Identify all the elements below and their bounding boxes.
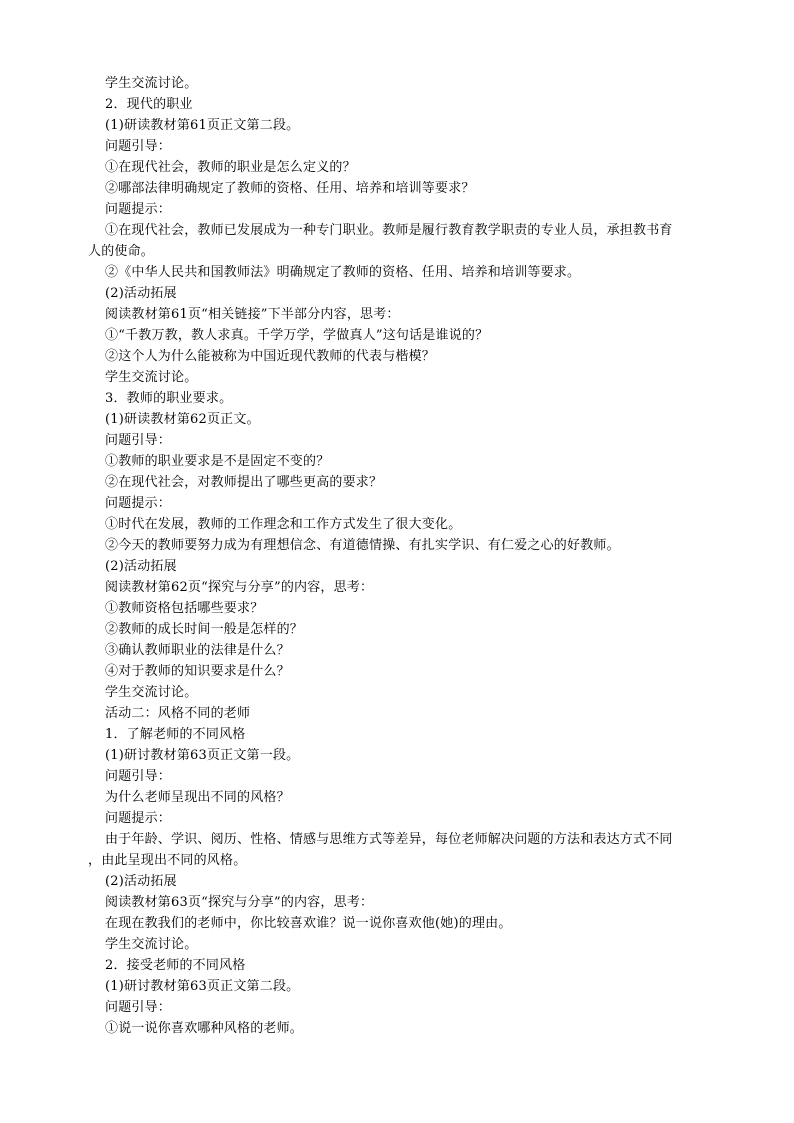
- text-line: ②在现代社会，对教师提出了哪些更高的要求？: [105, 475, 383, 490]
- text-line: 学生交流讨论。: [105, 76, 198, 91]
- text-line: ①时代在发展，教师的工作理念和工作方式发生了很大变化。: [105, 517, 462, 532]
- text-line: (2)活动拓展: [105, 559, 177, 574]
- text-line: 学生交流讨论。: [105, 370, 198, 385]
- text-line: 在现在教我们的老师中，你比较喜欢谁？说一说你喜欢他(她)的理由。: [105, 916, 512, 931]
- text-line: ②这个人为什么能被称为中国近现代教师的代表与楷模？: [105, 349, 436, 364]
- document-body: [88, 73, 710, 1039]
- text-line: ①教师资格包括哪些要求？: [105, 601, 264, 616]
- text-line: 阅读教材第63页“探究与分享”的内容，思考：: [105, 895, 374, 910]
- text-line: 阅读教材第61页“相关链接”下半部分内容，思考：: [105, 307, 400, 322]
- text-line: 学生交流讨论。: [105, 937, 198, 952]
- text-line: 问题引导：: [105, 433, 172, 448]
- text-line: 活动二：风格不同的老师: [105, 706, 251, 721]
- text-line: (2)活动拓展: [105, 286, 177, 301]
- text-line: ①教师的职业要求是不是固定不变的？: [105, 454, 330, 469]
- text-line: (1)研读教材第62页正文。: [105, 412, 260, 427]
- text-line: ②哪部法律明确规定了教师的资格、任用、培养和培训等要求？: [105, 181, 475, 196]
- text-line: 2．接受老师的不同风格: [105, 958, 246, 973]
- text-line: 问题引导：: [105, 769, 172, 784]
- text-line: 由于年龄、学识、阅历、性格、情感与思维方式等差异，每位老师解决问题的方法和表达方式不同: [105, 832, 673, 847]
- text-line: ①说一说你喜欢哪种风格的老师。: [105, 1021, 304, 1036]
- text-line: ②今天的教师要努力成为有理想信念、有道德情操、有扎实学识、有仁爱之心的好教师。: [105, 538, 620, 553]
- text-line: 问题提示：: [105, 811, 172, 826]
- text-line: (2)活动拓展: [105, 874, 177, 889]
- text-line: 问题提示：: [105, 496, 172, 511]
- text-line: ②《中华人民共和国教师法》明确规定了教师的资格、任用、培养和培训等要求。: [105, 265, 581, 280]
- text-line: 1．了解老师的不同风格: [105, 727, 246, 742]
- text-line: 学生交流讨论。: [105, 685, 198, 700]
- text-line: ①在现代社会，教师的职业是怎么定义的？: [105, 160, 356, 175]
- text-line: 问题引导：: [105, 139, 172, 154]
- text-line: ③确认教师职业的法律是什么？: [105, 643, 290, 658]
- text-line: ②教师的成长时间一般是怎样的？: [105, 622, 304, 637]
- text-line: ④对于教师的知识要求是什么？: [105, 664, 290, 679]
- text-line: (1)研讨教材第63页正文第二段。: [105, 979, 300, 994]
- text-line: 2．现代的职业: [105, 97, 193, 112]
- text-line: ①“千教万教，教人求真。千学万学，学做真人”这句话是谁说的？: [105, 328, 489, 343]
- text-line: ①在现代社会，教师已发展成为一种专门职业。教师是履行教育教学职责的专业人员，承担教书育: [105, 223, 673, 238]
- text-line: 问题引导：: [105, 1000, 172, 1015]
- text-line: 阅读教材第62页“探究与分享”的内容，思考：: [105, 580, 374, 595]
- text-line: (1)研讨教材第63页正文第一段。: [105, 748, 300, 763]
- text-line: (1)研读教材第61页正文第二段。: [105, 118, 300, 133]
- text-line: ，由此呈现出不同的风格。: [88, 853, 247, 868]
- text-line: 问题提示：: [105, 202, 172, 217]
- text-line: 3．教师的职业要求。: [105, 391, 233, 406]
- text-line: 人的使命。: [88, 244, 155, 259]
- text-line: 为什么老师呈现出不同的风格？: [105, 790, 290, 805]
